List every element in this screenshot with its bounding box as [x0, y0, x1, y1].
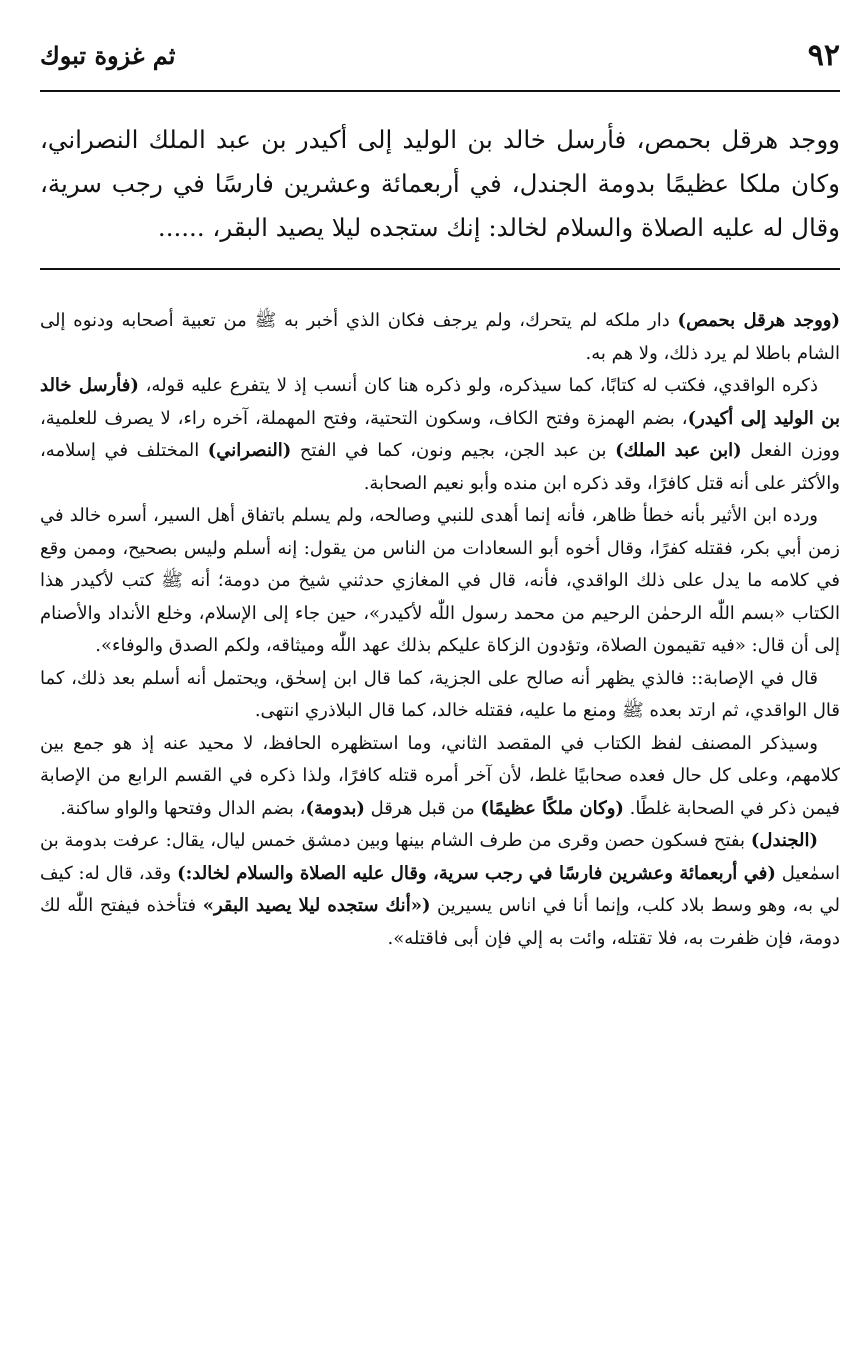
commentary-paragraph-5 [40, 728, 840, 826]
commentary-block [40, 305, 840, 955]
page-number: ٩٢ [807, 37, 840, 73]
running-title: ثم غزوة تبوك [40, 40, 176, 70]
commentary-text: وقد، قال له: كيف لي به، وهو وسط بلاد كلب، وإنما أنا في اناس يسيرين [40, 862, 841, 916]
commentary-text: من قبل هرقل [364, 797, 481, 819]
commentary-paragraph-4: قال في الإصابة:: فالذي يظهر أنه صالح على الجزية، كما قال ابن إسحٰق، ويحتمل أنه أسلم بعد ذلك، كما قال الواقدي، ثم ارتد بعده ﷺ ومنع ما عليه، فقتله خالد، كما قال البلاذري انتهى. [40, 667, 840, 721]
commentary-divider [40, 268, 840, 270]
commentary-text: ذكره الواقدي، فكتب له كتابًا، كما سيذكره، ولو ذكره هنا كان أنسب إذ لا يتفرع عليه قوله، [138, 375, 818, 396]
commentary-paragraph-2 [40, 370, 840, 500]
main-text-block [40, 118, 840, 250]
lemma: (في أربعمائة وعشرين فارسًا في رجب سرية، وقال عليه الصلاة والسلام لخالد:) [177, 862, 776, 884]
commentary-paragraph-1 [40, 305, 840, 370]
lemma: (ابن عبد الملك) [615, 440, 742, 461]
lemma: (وكان ملكًا عظيمًا) [480, 797, 624, 819]
commentary-text: ، بضم الهمزة وفتح الكاف، وسكون التحتية، وفتح المهملة، آخره راء، لا يصرف للعلمية، ووزن الفعل [40, 407, 840, 461]
lemma: («أنك ستجده ليلا يصيد البقر» [202, 895, 431, 916]
lemma: (الجندل) [750, 830, 818, 851]
header-rule [40, 90, 840, 92]
page-header [40, 30, 840, 80]
book-page [40, 0, 840, 1367]
commentary-text: دار ملكه لم يتحرك، ولم يرجف فكان الذي أخبر به ﷺ من تعبية أصحابه ودنوه إلى الشام باطلا لم يرد ذلك، ولا هم به. [40, 310, 840, 364]
commentary-paragraph-6 [40, 825, 840, 955]
lemma: (فأرسل خالد بن الوليد إلى أكيدر) [40, 375, 840, 429]
commentary-text: بن عبد الجن، بجيم ونون، كما في الفتح [291, 440, 616, 461]
main-text-paragraph: ووجد هرقل بحمص، فأرسل خالد بن الوليد إلى أكيدر بن عبد الملك النصراني، وكان ملكا عظيمًا بدومة الجندل، في أربعمائة وعشرين فارسًا في رجب سرية، وقال له عليه الصلاة والسلام لخالد: إنك ستجده ليلا يصيد البقر، ...... [40, 125, 840, 242]
commentary-text: فتأخذه فيفتح اللّٰه لك دومة، فإن ظفرت به، فلا تقتله، وائت به إلي فإن أبى فاقتله». [40, 895, 840, 949]
lemma: (ووجد هرقل بحمص) [677, 310, 840, 331]
commentary-text: بفتح فسكون حصن وقرى من طرف الشام بينها وبين دمشق خمس ليال، يقال: عرفت بدومة بن اسمٰعيل [40, 830, 840, 884]
lemma: (بدومة) [305, 797, 365, 819]
lemma: (النصراني) [207, 440, 292, 461]
commentary-text: وسيذكر المصنف لفظ الكتاب في المقصد الثاني، وما استظهره الحافظ، لا محيد عنه إذ هو جمع بين كلامهم، وعلى كل حال فعده صحابيًا غلط، لأن آخر أمره قتله كافرًا، ولذا ذكره في القسم الرابع من الإصابة فيمن ذكر في الصحابة غلطًا. [40, 732, 840, 819]
commentary-paragraph-3: ورده ابن الأثير بأنه خطأ ظاهر، فأنه إنما أهدى للنبي وصالحه، ولم يسلم باتفاق أهل السير، أسره خالد في زمن أبي بكر، فقتله كفرًا، وقال أخوه أبو السعادات من الناس من يقول: إنه أسلم وليس بصحيح، وممن وقع في كلامه ما يدل على ذلك الواقدي، فأنه، قال في المغازي حدثني شيخ من دومة؛ أنه ﷺ كتب لأكيدر هذا الكتاب «بسم اللّٰه الرحمٰن الرحيم من محمد رسول اللّٰه لأكيدر»، حين جاء إلى الإسلام، وخلع الأنداد والأصنام إلى أن قال: «فيه تقيمون الصلاة، وتؤدون الزكاة عليكم بذلك عهد اللّٰه وميثاقه، ولكم الصدق والوفاء». [40, 505, 840, 656]
commentary-text: ، بضم الدال وفتحها والواو ساكنة. [60, 797, 306, 819]
commentary-text: المختلف في إسلامه، والأكثر على أنه قتل كافرًا، وقد ذكره ابن منده وأبو نعيم الصحابة. [40, 440, 840, 494]
